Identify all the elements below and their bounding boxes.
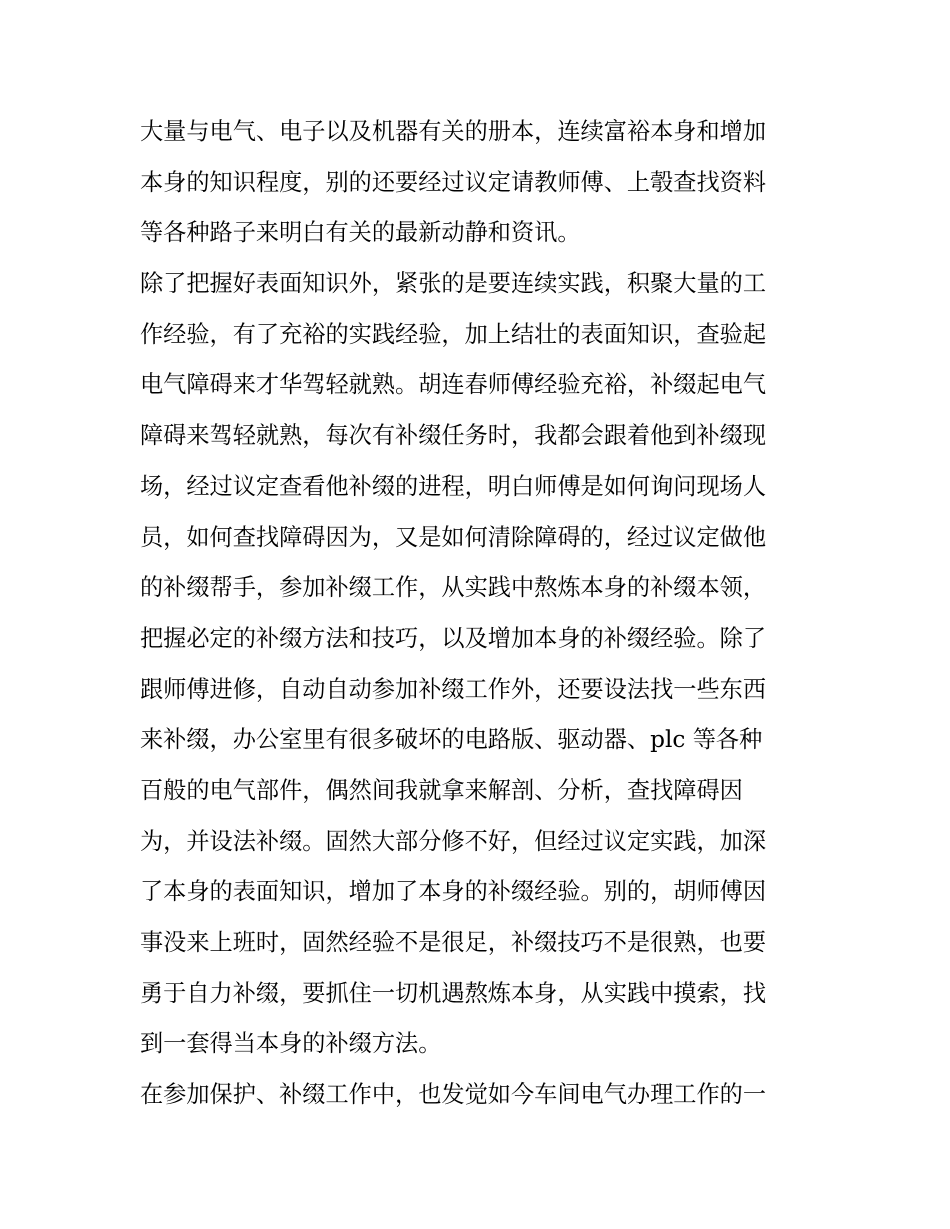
text-line: 等各种路子来明白有关的最新动静和资讯。 — [140, 219, 581, 247]
text-line: 的补缀帮手，参加补缀工作，从实践中熬炼本身的补缀本领， — [140, 574, 767, 602]
text-line: 为，并设法补缀。固然大部分修不好，但经过议定实践，加深 — [140, 827, 767, 855]
text-line: 作经验，有了充裕的实践经验，加上结壮的表面知识，查验起 — [140, 320, 767, 348]
text-line: 本身的知识程度，别的还要经过议定请教师傅、上彀查找资料 — [140, 168, 767, 196]
text-line: 跟师傅进修，自动自动参加补缀工作外，还要设法找一些东西 — [140, 675, 767, 703]
text-line: 除了把握好表面知识外，紧张的是要连续实践，积聚大量的工 — [140, 270, 767, 298]
text-line: 百般的电气部件，偶然间我就拿来解剖、分析，查找障碍因 — [140, 776, 743, 804]
text-line: 事没来上班时，固然经验不是很足，补缀技巧不是很熟，也要 — [140, 929, 767, 956]
text-line: 把握必定的补缀方法和技巧，以及增加本身的补缀经验。除了 — [140, 624, 767, 652]
text-line: 大量与电气、电子以及机器有关的册本，连续富裕本身和增加 — [140, 118, 767, 145]
text-line: 来补缀，办公室里有很多破坏的电路版、驱动器、plc 等各种 — [140, 726, 763, 754]
text-line: 勇于自力补缀，要抓住一切机遇熬炼本身，从实践中摸索，找 — [140, 979, 767, 1007]
text-line: 场，经过议定查看他补缀的进程，明白师傅是如何询问现场人 — [140, 472, 767, 500]
text-line: 障碍来驾轻就熟，每次有补缀任务时，我都会跟着他到补缀现 — [140, 422, 767, 450]
text-line: 到一套得当本身的补缀方法。 — [140, 1030, 442, 1058]
text-line: 电气障碍来才华驾轻就熟。胡连春师傅经验充裕，补缀起电气 — [140, 371, 767, 399]
document-body — [140, 107, 812, 1121]
text-line: 了本身的表面知识，增加了本身的补缀经验。别的，胡师傅因 — [140, 878, 767, 906]
text-line: 员，如何查找障碍因为，又是如何清除障碍的，经过议定做他 — [140, 523, 767, 551]
text-line: 在参加保护、补缀工作中，也发觉如今车间电气办理工作的一 — [140, 1081, 767, 1109]
